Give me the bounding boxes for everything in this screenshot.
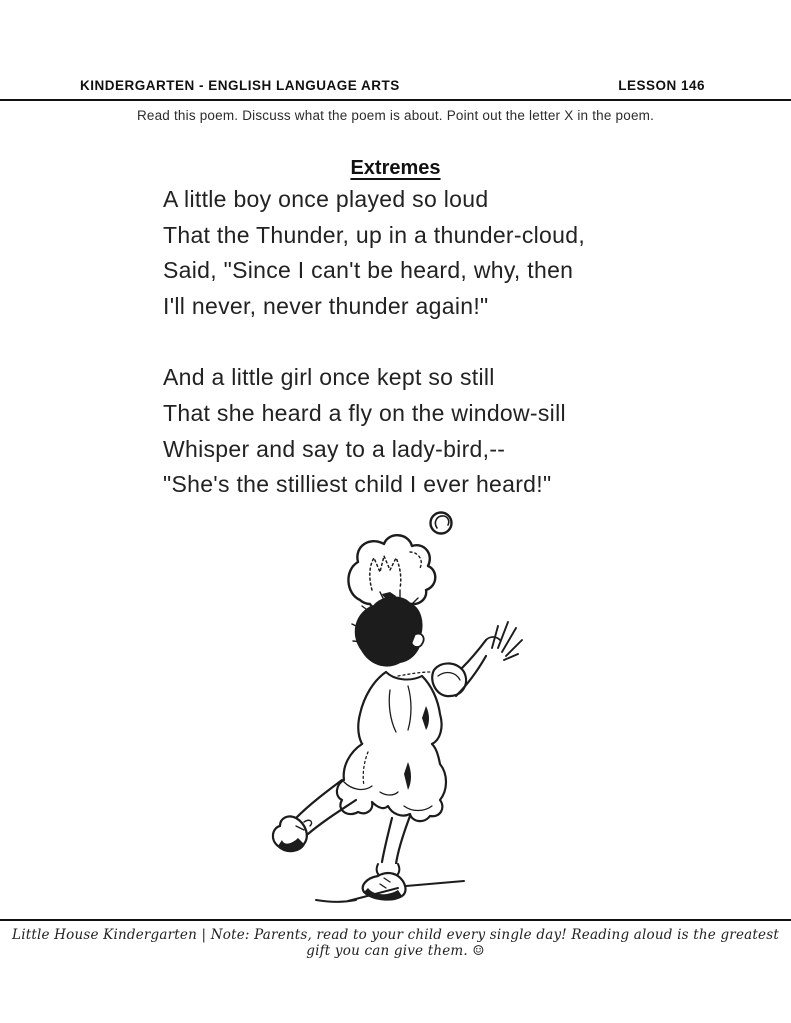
header-subject-label: KINDERGARTEN - ENGLISH LANGUAGE ARTS <box>80 78 400 93</box>
poem-title-text: Extremes <box>350 157 441 180</box>
footer-divider-line <box>0 919 791 921</box>
instruction-text: Read this poem. Discuss what the poem is about. Point out the letter X in the poem. <box>136 108 655 123</box>
poem-line: "She's the stilliest child I ever heard!" <box>163 471 552 498</box>
boy-knickers <box>337 744 446 821</box>
poem-body <box>163 182 683 539</box>
header-divider-line <box>0 99 791 101</box>
poem-stanza-2 <box>163 360 683 502</box>
poem-line: Said, "Since I can't be heard, why, then <box>163 257 574 284</box>
boy-right-leg <box>363 816 410 899</box>
footer-note: Little House Kindergarten | Note: Parents, read to your child every single day! Reading aloud is the greatest gift you can give them. ☺ <box>12 927 779 959</box>
header-lesson-label: LESSON 146 <box>618 78 705 93</box>
poem-line: And a little girl once kept so still <box>163 364 495 391</box>
boy-reaching-for-ball-illustration <box>240 500 540 910</box>
poem-line: I'll never, never thunder again!" <box>163 292 489 319</box>
illustration-svg <box>240 500 540 910</box>
poem-title <box>0 157 791 180</box>
ball <box>431 513 452 534</box>
poem-line: That the Thunder, up in a thunder-cloud, <box>163 221 586 248</box>
poem-line: A little boy once played so loud <box>163 186 489 212</box>
poem-line: That she heard a fly on the window-sill <box>163 399 566 426</box>
page-header <box>80 78 705 93</box>
poem-stanza-1 <box>163 182 683 324</box>
poem-line: Whisper and say to a lady-bird,-- <box>163 435 506 462</box>
